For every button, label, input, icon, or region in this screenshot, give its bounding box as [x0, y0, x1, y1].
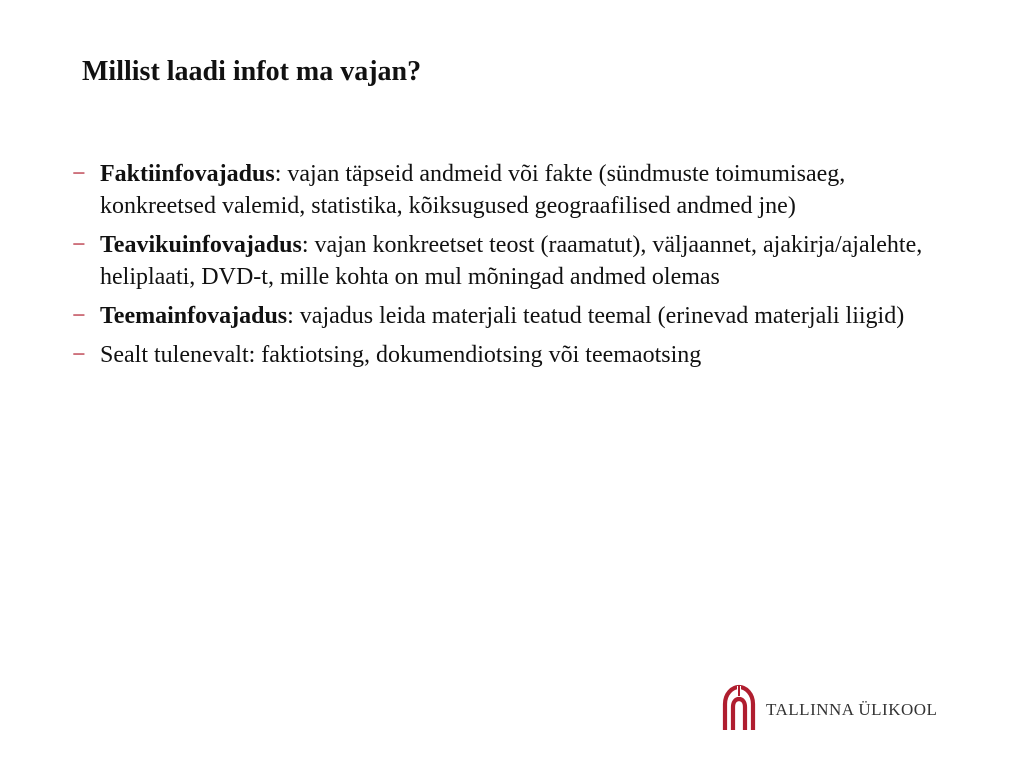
arch-logo-icon	[722, 684, 756, 732]
bullet-item	[72, 229, 952, 293]
bullet-item	[72, 339, 952, 371]
university-logo	[722, 684, 937, 732]
bullet-term: Teavikuinfovajadus	[100, 232, 302, 258]
bullet-item	[72, 300, 952, 332]
bullet-list	[72, 158, 952, 378]
bullet-text: Sealt tulenevalt: faktiotsing, dokumendiotsing või teemaotsing	[100, 342, 702, 368]
bullet-term: Faktiinfovajadus	[100, 161, 275, 187]
bullet-text: : vajadus leida materjali teatud teemal (erinevad materjali liigid)	[287, 303, 905, 329]
bullet-text: : vajan konkreetset teost (raamatut), väljaannet, ajakirja/ajalehte, heliplaati, DVD-t, mille kohta on mul mõningad andmed olemas	[100, 232, 923, 290]
bullet-item	[72, 158, 952, 222]
bullet-dash: −	[72, 342, 86, 368]
bullet-text: : vajan täpseid andmeid või fakte (sündmuste toimumisaeg, konkreetsed valemid, statistika, kõiksugused geograafilised andmed jne)	[100, 161, 846, 219]
bullet-term: Teemainfovajadus	[100, 303, 288, 329]
slide-title: Millist laadi infot ma vajan?	[82, 56, 422, 87]
logo-text: TALLINNA ÜLIKOOL	[766, 700, 938, 719]
bullet-dash: −	[72, 161, 86, 187]
bullet-dash: −	[72, 303, 86, 329]
bullet-dash: −	[72, 232, 86, 258]
